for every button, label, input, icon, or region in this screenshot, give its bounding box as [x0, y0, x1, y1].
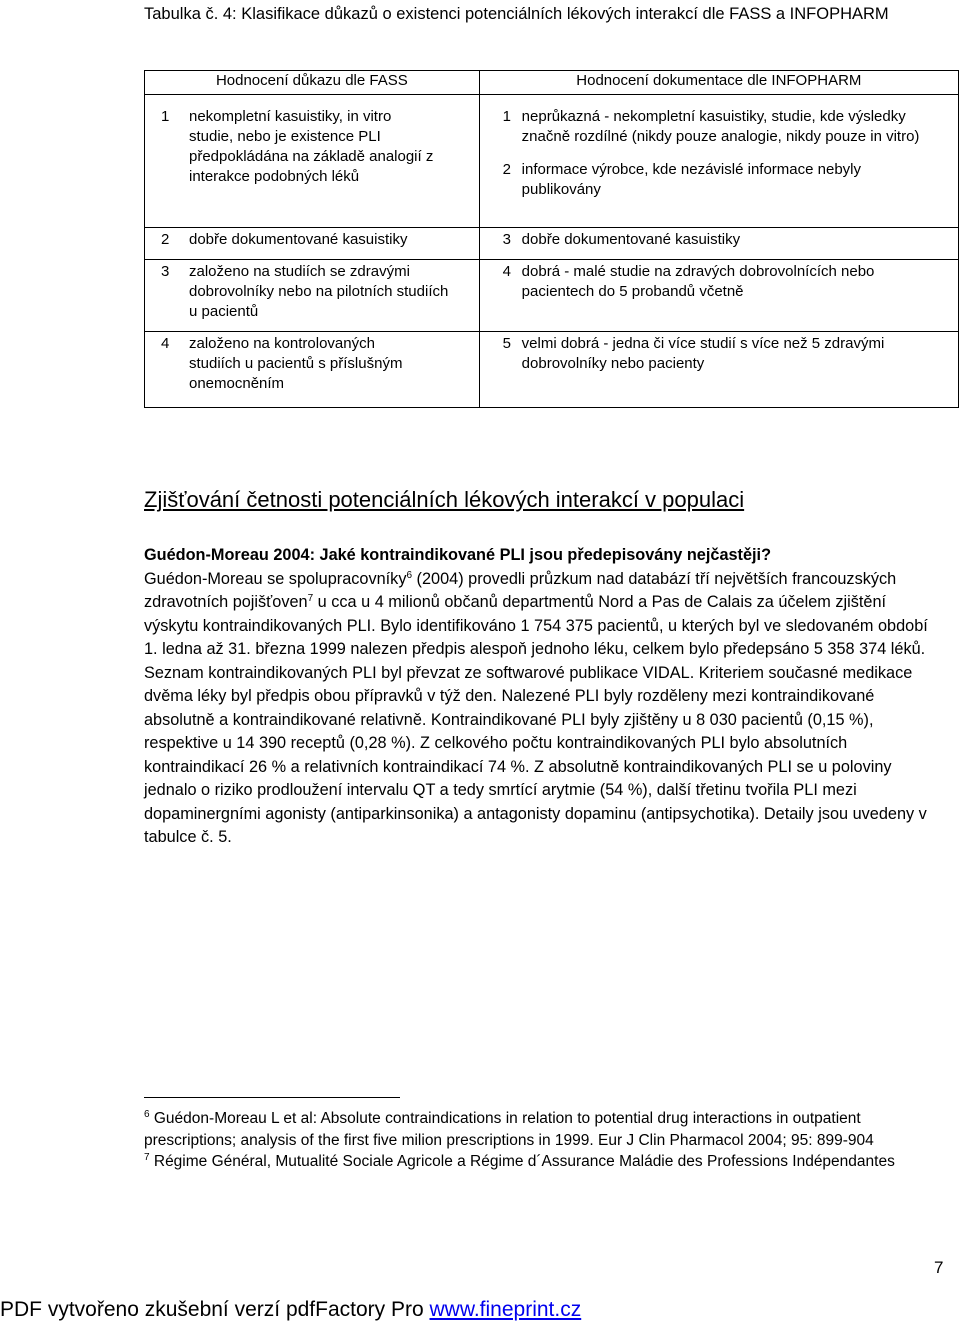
table-caption: Tabulka č. 4: Klasifikace důkazů o existenci potenciálních lékových interakcí dle FASS a INFOPHARM — [144, 5, 889, 23]
pdf-watermark-footer — [0, 1296, 960, 1324]
footnote-separator — [144, 1097, 400, 1098]
fass-item-3 — [145, 260, 479, 322]
infopharm-item-3 — [480, 228, 958, 250]
infopharm-item-text: informace výrobce, kde nezávislé informace nebyly publikovány — [521, 161, 861, 198]
fass-header: Hodnocení důkazu dle FASS — [145, 71, 480, 95]
footnote-ref-6[interactable]: 6 — [406, 569, 413, 581]
infopharm-item-1 — [480, 95, 958, 147]
fass-item-2 — [145, 228, 479, 250]
footnote-text: Régime Général, Mutualité Sociale Agricole a Régime d´Assurance Maládie des Professions Indépendantes — [149, 1153, 895, 1170]
footnote-text: Guédon-Moreau L et al: Absolute contraindications in relation to potential drug interactions in outpatient prescriptions; analysis of the first five milion prescriptions in 1999. Eur J Clin Pharmacol 2004; 95: 899-904 — [144, 1110, 874, 1149]
pdf-footer-text: PDF vytvořeno zkušební verzí pdfFactory Pro — [0, 1298, 430, 1321]
study-subheading: Guédon-Moreau 2004: Jaké kontraindikované PLI jsou předepisovány nejčastěji? — [144, 546, 772, 564]
infopharm-header: Hodnocení dokumentace dle INFOPHARM — [479, 71, 958, 95]
infopharm-item-5 — [480, 332, 958, 374]
infopharm-item-number: 4 — [502, 263, 512, 280]
infopharm-item-2 — [480, 147, 958, 200]
infopharm-item-text: neprůkazná - nekompletní kasuistiky, studie, kde výsledky značně rozdílné (nikdy pouze analogie, nikdy pouze in vitro) — [521, 108, 920, 145]
fineprint-link[interactable]: www.fineprint.cz — [429, 1298, 582, 1321]
infopharm-item-text: dobře dokumentované kasuistiky — [521, 231, 741, 248]
fass-item-text: založeno na studiích se zdravými dobrovolníky nebo na pilotních studiích u pacientů — [189, 263, 449, 320]
fass-item-number: 1 — [161, 108, 170, 125]
footnote-6 — [144, 1108, 934, 1151]
section-heading: Zjišťování četnosti potenciálních lékových interakcí v populaci — [144, 487, 745, 512]
footnote-ref-7[interactable]: 7 — [307, 593, 314, 604]
page-number: 7 — [934, 1258, 944, 1277]
footnote-7 — [144, 1151, 934, 1173]
footnote-number: 6 — [144, 1109, 150, 1120]
infopharm-item-text: dobrá - malé studie na zdravých dobrovolnících nebo pacientech do 5 probandů včetně — [521, 263, 875, 300]
body-text — [144, 544, 944, 850]
fass-item-1 — [145, 95, 479, 187]
paragraph-part-2: (2004) provedli průzkum nad databází tří největších francouzských zdravotních pojišťoven — [144, 569, 897, 611]
classification-table — [144, 70, 959, 408]
paragraph-part-1: Guédon-Moreau se spolupracovníky — [144, 569, 407, 588]
paragraph-part-3: u cca u 4 milionů občanů departmentů Nord a Pas de Calais za účelem zjištění výskytu kontraindikovaných PLI. Bylo identifikováno 1 754 375 pacientů, u kterých byl ve sledovaném období 1. ledna až 31. března 1999 nalezen předpis alespoň jednoho léku, celkem bylo předepsáno 5 358 374 léků. Seznam kontraindikovaných PLI byl převzat ze softwarové publikace VIDAL. Kriteriem současné medikace dvěma léky byl předpis obou přípravků v týž den. Nalezené PLI byly rozděleny mezi kontraindikované absolutně a kontraindikované relativně. Kontraindikované PLI byly zjištěny u 8 030 pacientů (0,15 %), respektive u 14 390 receptů (0,28 %). Z celkového počtu kontraindikovaných PLI bylo absolutních kontraindikací 26 % a relativních kontraindikací 74 %. Z absolutně kontraindikovaných PLI se u poloviny jednalo o riziko prodloužení intervalu QT a tedy smrtící arytmie (54 %), další třetinu tvořila PLI mezi dopaminergními agonisty (antiparkinsonika) a antagonisty dopaminu (antipsychotika). Detaily jsou uvedeny v tabulce č. 5. — [144, 593, 928, 846]
footnotes — [144, 1108, 934, 1173]
fass-item-4 — [145, 332, 479, 394]
infopharm-item-text: velmi dobrá - jedna či více studií s více než 5 zdravými dobrovolníky nebo pacienty — [521, 335, 885, 372]
fass-item-text: založeno na kontrolovaných studiích u pacientů s příslušným onemocněním — [189, 335, 403, 392]
fass-item-text: dobře dokumentované kasuistiky — [189, 231, 408, 248]
infopharm-item-number: 5 — [502, 335, 512, 352]
infopharm-item-number: 2 — [502, 161, 512, 178]
footnote-number: 7 — [144, 1152, 150, 1163]
study-paragraph — [144, 568, 944, 850]
fass-item-number: 4 — [161, 335, 170, 352]
infopharm-item-number: 3 — [502, 231, 512, 248]
infopharm-item-number: 1 — [502, 108, 512, 125]
fass-item-number: 3 — [161, 263, 170, 280]
fass-item-number: 2 — [161, 231, 170, 248]
infopharm-item-4 — [480, 260, 958, 302]
fass-item-text: nekompletní kasuistiky, in vitro studie, nebo je existence PLI předpokládána na základě analogií z interakce podobných léků — [189, 108, 434, 185]
